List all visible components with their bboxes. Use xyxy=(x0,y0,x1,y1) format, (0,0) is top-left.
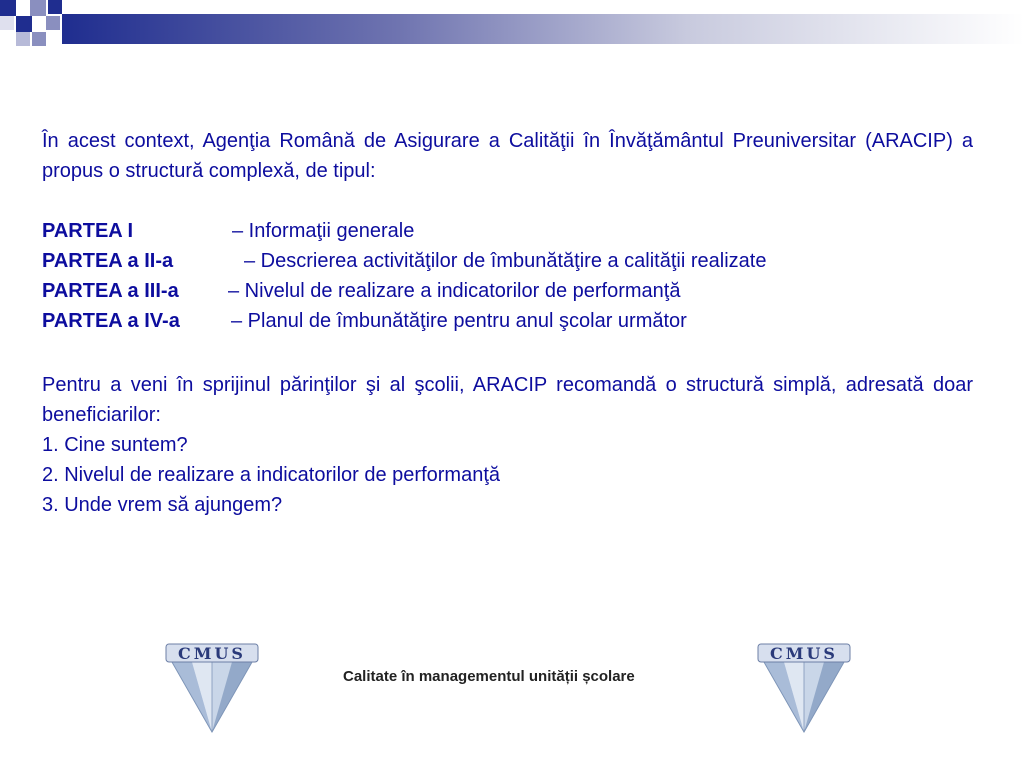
header-square xyxy=(30,0,46,16)
list-item: 3. Unde vrem să ajungem? xyxy=(42,494,283,516)
header-square xyxy=(48,0,62,14)
list-item: 1. Cine suntem? xyxy=(42,434,188,456)
header-square xyxy=(0,0,16,16)
part-row xyxy=(42,246,973,276)
part-row xyxy=(42,306,973,336)
part-description: – Planul de îmbunătăţire pentru anul şcolar următor xyxy=(231,310,687,332)
part-label: PARTEA a IV-a xyxy=(42,310,180,332)
list-item: 2. Nivelul de realizare a indicatorilor de performanţă xyxy=(42,464,501,486)
part-row xyxy=(42,216,973,246)
parts-list xyxy=(42,216,973,336)
part-row xyxy=(42,276,973,306)
slide-content xyxy=(42,126,973,520)
header-gradient-bar xyxy=(62,14,1024,44)
header-square xyxy=(32,32,46,46)
part-description: – Informaţii generale xyxy=(232,220,415,242)
recommendation-paragraph: Pentru a veni în sprijinul părinţilor şi al şcolii, ARACIP recomandă o structură simplă, adresată doar beneficiarilor: xyxy=(42,374,973,426)
header-square xyxy=(16,16,32,32)
footer-caption: Calitate în managementul unității școlare xyxy=(343,668,635,685)
cmus-logo xyxy=(162,636,262,736)
part-label: PARTEA I xyxy=(42,220,134,242)
part-description: – Nivelul de realizare a indicatorilor de performanţă xyxy=(228,280,681,302)
logo-text: CMUS xyxy=(770,644,838,663)
part-label: PARTEA a III-a xyxy=(42,280,179,302)
header-square xyxy=(46,16,60,30)
logo-text: CMUS xyxy=(178,644,246,663)
intro-paragraph: În acest context, Agenţia Română de Asigurare a Calităţii în Învăţământul Preuniversitar (ARACIP) a propus o structură complexă, de tipul: xyxy=(42,130,973,182)
part-description: – Descrierea activităţilor de îmbunătăţire a calităţii realizate xyxy=(244,250,767,272)
header-square xyxy=(0,16,14,30)
cmus-logo xyxy=(754,636,854,736)
part-label: PARTEA a II-a xyxy=(42,250,174,272)
header-square xyxy=(16,32,30,46)
